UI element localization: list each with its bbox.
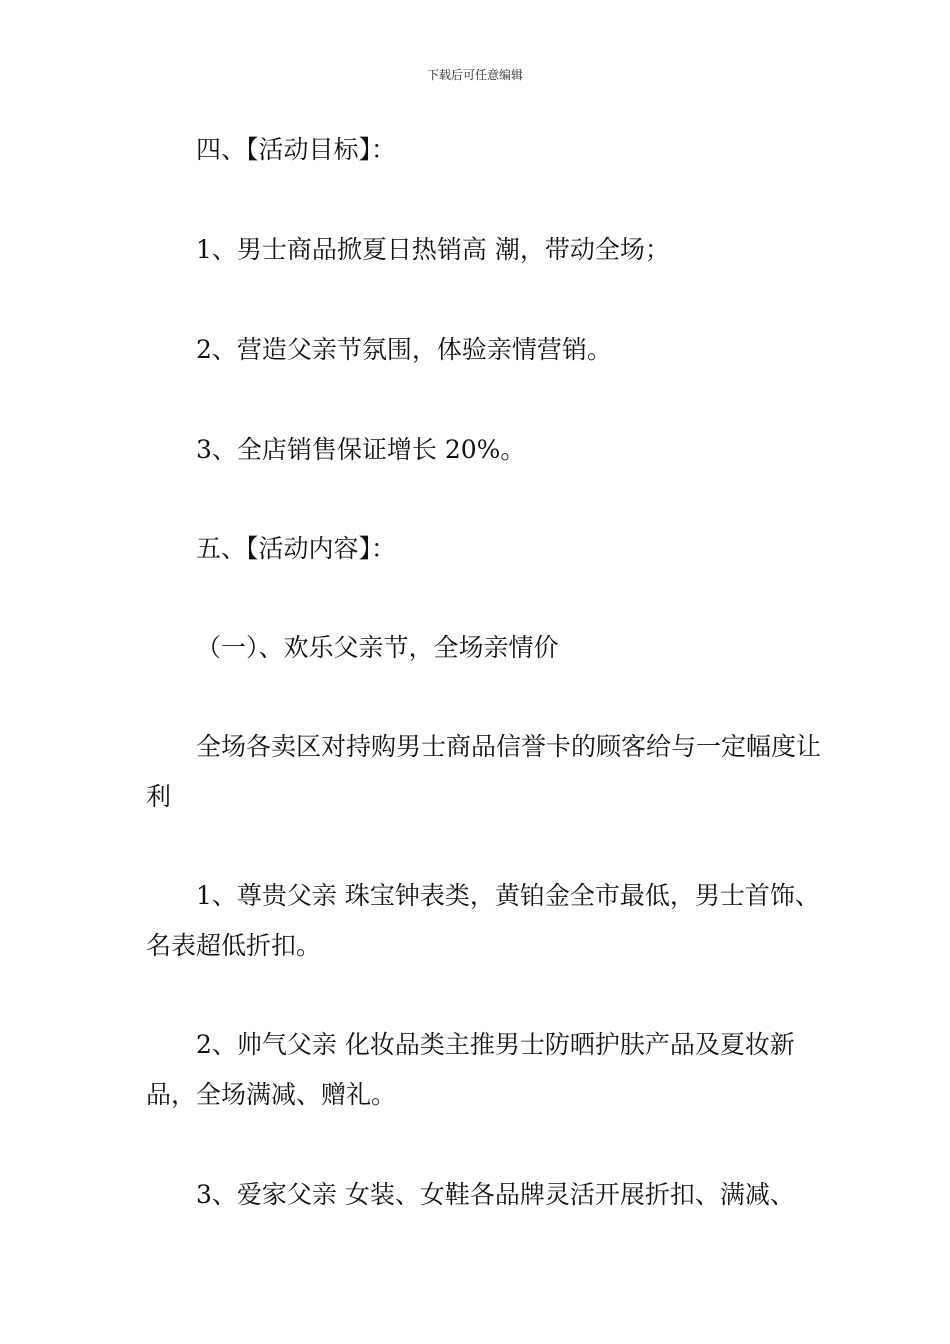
content-item-1: 1、尊贵父亲 珠宝钟表类，黄铂金全市最低，男士首饰、名表超低折扣。 (146, 881, 820, 960)
section-4-heading: 四、【活动目标】： (196, 135, 397, 164)
intro-paragraph: 全场各卖区对持购男士商品信誉卡的顾客给与一定幅度让利 (146, 732, 822, 811)
subsection-1-heading: （一）、欢乐父亲节，全场亲情价 (196, 633, 559, 662)
goal-item-2: 2、营造父亲节氛围，体验亲情营销。 (196, 335, 612, 364)
section-5-heading: 五、【活动内容】： (196, 534, 397, 563)
page-header-note: 下载后可任意编辑 (426, 68, 523, 82)
content-item-2: 2、帅气父亲 化妆品类主推男士防晒护肤产品及夏妆新品，全场满减、赠礼。 (146, 1030, 795, 1109)
content-item-3: 3、爱家父亲 女装、女鞋各品牌灵活开展折扣、满减、 (196, 1180, 795, 1209)
goal-item-1: 1、男士商品掀夏日热销高 潮，带动全场； (196, 235, 670, 264)
goal-item-3: 3、全店销售保证增长 20%。 (196, 435, 526, 464)
